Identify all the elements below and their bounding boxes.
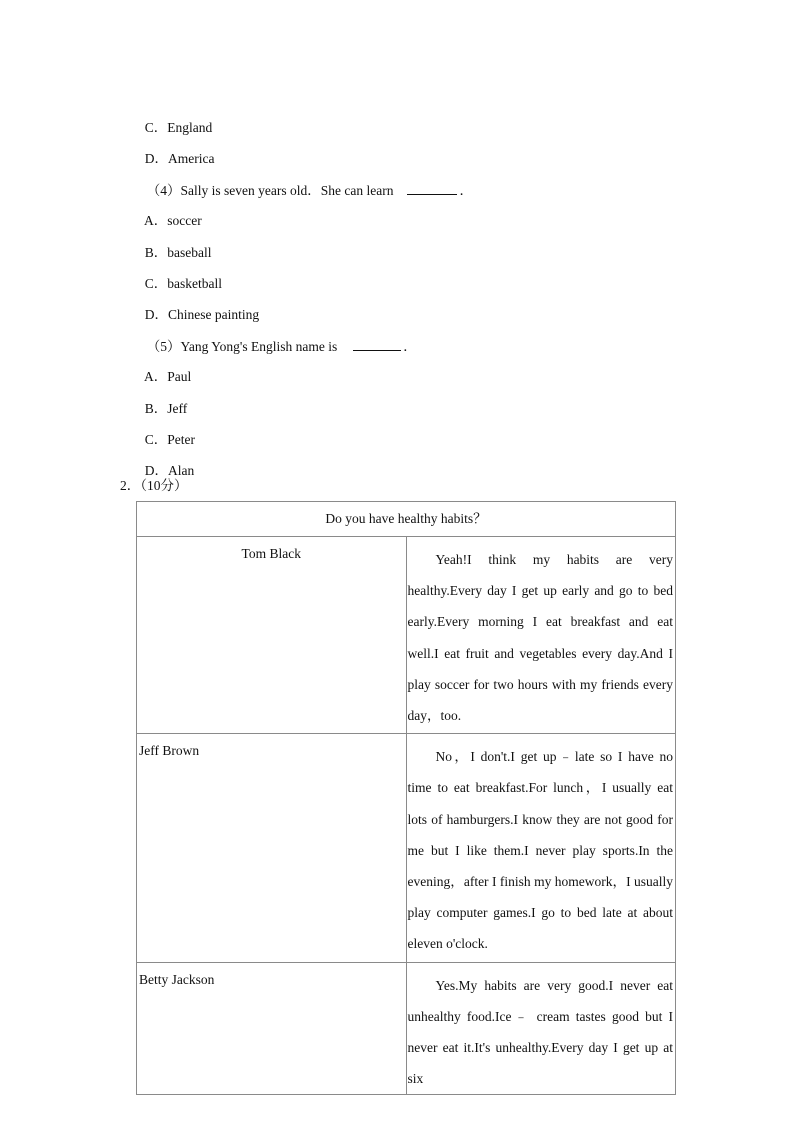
table-row bbox=[137, 962, 676, 1095]
option-letter: C． bbox=[144, 432, 168, 447]
q5-option-c bbox=[138, 416, 195, 448]
q3-option-c bbox=[138, 104, 212, 136]
q4-stem-text: （4）Sally is seven years old．She can learn bbox=[146, 183, 394, 198]
option-letter: D． bbox=[144, 307, 168, 322]
person-statement: Yes.My habits are very good.I never eat unhealthy food.Ice﹣ cream tastes good but I never eat it.It's unhealthy.Every day I get up at six bbox=[407, 977, 673, 1087]
q5-option-d bbox=[138, 447, 194, 479]
question-2-label: 2．（10分） bbox=[120, 478, 188, 493]
option-text: England bbox=[167, 120, 213, 135]
person-name: Tom Black bbox=[241, 546, 301, 561]
person-statement: No，I don't.I get up﹣late so I have no time to eat breakfast.For lunch，I usually eat lots of hamburgers.I know they are not good for me but I like them.I never play sports.In the evening，after I finish my homework，I usually play computer games.I go to bed late at about eleven o'clock. bbox=[407, 749, 673, 952]
answer-blank bbox=[353, 338, 401, 351]
table-title: Do you have healthy habits？ bbox=[137, 502, 676, 537]
q4-option-a bbox=[138, 197, 202, 229]
option-text: Jeff bbox=[167, 401, 188, 416]
q4-option-c bbox=[138, 260, 222, 292]
option-letter: D． bbox=[144, 151, 168, 166]
option-text: Alan bbox=[168, 463, 195, 478]
option-letter: B． bbox=[144, 401, 168, 416]
name-cell bbox=[137, 537, 407, 734]
option-text: America bbox=[168, 151, 215, 166]
answer-blank bbox=[407, 182, 457, 195]
text-cell bbox=[406, 962, 676, 1095]
habits-table bbox=[136, 501, 676, 1095]
table-row bbox=[137, 537, 676, 734]
q5-stem-end: ． bbox=[403, 339, 417, 354]
name-cell bbox=[137, 734, 407, 962]
table-title-row bbox=[137, 502, 676, 537]
person-statement: Yeah!I think my habits are very healthy.Every day I get up early and go to bed early.Every morning I eat breakfast and eat well.I eat fruit and vegetables every day.And I play soccer for two hours with my friends every day，too. bbox=[407, 552, 673, 724]
option-text: Chinese painting bbox=[168, 307, 260, 322]
option-text: soccer bbox=[167, 213, 202, 228]
q4-stem-end: ． bbox=[459, 183, 473, 198]
text-cell bbox=[406, 537, 676, 734]
table-row bbox=[137, 734, 676, 962]
option-text: Paul bbox=[167, 369, 192, 384]
q4-stem bbox=[140, 166, 473, 199]
option-letter: A． bbox=[144, 213, 168, 228]
option-letter: C． bbox=[144, 120, 168, 135]
name-cell bbox=[137, 962, 407, 1095]
option-letter: B． bbox=[144, 245, 168, 260]
q3-option-d bbox=[138, 135, 214, 167]
option-text: baseball bbox=[167, 245, 212, 260]
option-text: Peter bbox=[167, 432, 196, 447]
option-letter: D． bbox=[144, 463, 168, 478]
q5-stem bbox=[140, 322, 417, 355]
text-cell bbox=[406, 734, 676, 962]
option-letter: A． bbox=[144, 369, 168, 384]
option-letter: C． bbox=[144, 276, 168, 291]
q5-stem-text: （5）Yang Yong's English name is bbox=[146, 339, 338, 354]
person-name: Betty Jackson bbox=[139, 971, 215, 987]
person-name: Jeff Brown bbox=[139, 743, 200, 759]
q5-option-b bbox=[138, 385, 187, 417]
option-text: basketball bbox=[167, 276, 222, 291]
q5-option-a bbox=[138, 353, 191, 385]
q4-option-d bbox=[138, 291, 259, 323]
q4-option-b bbox=[138, 229, 212, 261]
